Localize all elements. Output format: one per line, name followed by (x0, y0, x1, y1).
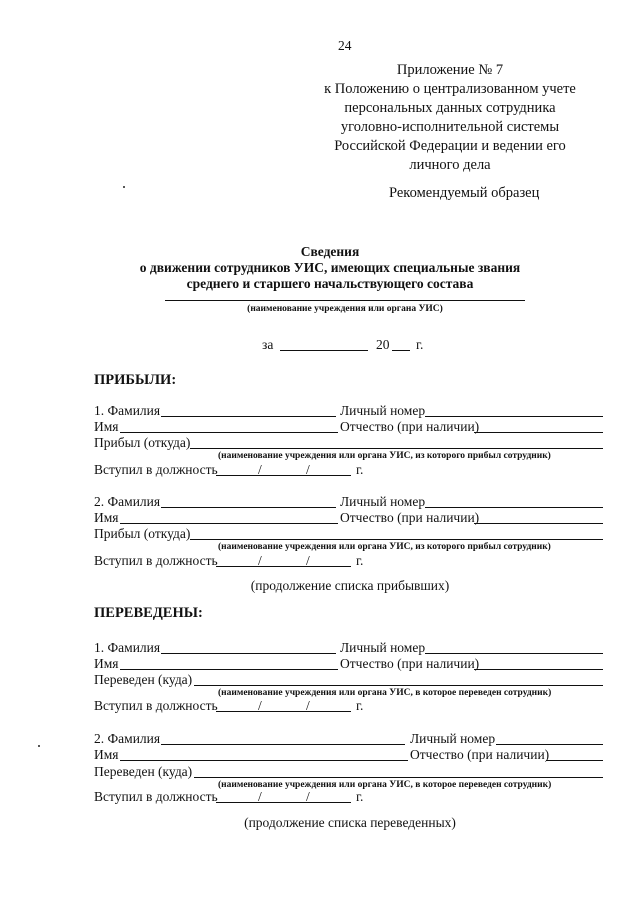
patronymic-field[interactable] (474, 432, 603, 433)
date-slash: / (258, 698, 262, 713)
appendix-line-4: Российской Федерации и ведении его (334, 138, 566, 154)
arrived-from-label: Прибыл (откуда) (94, 435, 191, 450)
personal-number-field[interactable] (425, 507, 603, 508)
position-label: Вступил в должность (94, 462, 218, 477)
surname-field[interactable] (161, 416, 336, 417)
scan-speck (38, 745, 40, 747)
appendix-line-2: персональных данных сотрудника (344, 100, 556, 116)
position-label: Вступил в должность (94, 789, 218, 804)
patronymic-label: Отчество (при наличии) (410, 747, 550, 762)
surname-label: 1. Фамилия (94, 403, 161, 418)
patronymic-label: Отчество (при наличии) (340, 656, 480, 671)
personal-number-field[interactable] (496, 744, 603, 745)
period-year: 20 (376, 337, 390, 352)
institution-caption: (наименование учреждения или органа УИС) (247, 304, 443, 314)
patronymic-field[interactable] (474, 523, 603, 524)
date-slash: / (306, 789, 310, 804)
period-prefix: за (262, 337, 274, 352)
transferred-continuation: (продолжение списка переведенных) (244, 815, 456, 830)
personal-number-field[interactable] (425, 416, 603, 417)
transferred-to-field[interactable] (194, 777, 603, 778)
period-field[interactable] (280, 350, 368, 351)
year-suffix: г. (356, 698, 364, 713)
patronymic-label: Отчество (при наличии) (340, 419, 480, 434)
date-slash: / (258, 462, 262, 477)
transferred-to-caption: (наименование учреждения или органа УИС, в которое переведен сотрудник) (218, 780, 552, 790)
personal-number-label: Личный номер (340, 640, 426, 655)
arrived-continuation: (продолжение списка прибывших) (250, 578, 450, 593)
period-year-field[interactable] (392, 350, 410, 351)
name-label: Имя (94, 419, 119, 434)
transferred-title: ПЕРЕВЕДЕНЫ: (94, 605, 203, 621)
arrived-from-caption: (наименование учреждения или органа УИС, из которого прибыл сотрудник) (218, 542, 551, 552)
name-field[interactable] (120, 523, 338, 524)
heading-line-2: о движении сотрудников УИС, имеющих специальные звания (139, 260, 521, 275)
appendix-line-5: личного дела (409, 157, 491, 173)
date-slash: / (258, 789, 262, 804)
year-suffix: г. (356, 462, 364, 477)
appendix-line-3: уголовно-исполнительной системы (340, 119, 560, 135)
name-field[interactable] (120, 432, 338, 433)
date-slash: / (306, 462, 310, 477)
personal-number-label: Личный номер (410, 731, 496, 746)
name-label: Имя (94, 747, 119, 762)
patronymic-field[interactable] (474, 669, 603, 670)
name-label: Имя (94, 656, 119, 671)
surname-field[interactable] (161, 507, 336, 508)
scan-speck (123, 186, 125, 188)
surname-field[interactable] (161, 653, 336, 654)
position-label: Вступил в должность (94, 553, 218, 568)
heading-line-1: Сведения (300, 244, 360, 259)
institution-field[interactable] (165, 300, 525, 301)
patronymic-field[interactable] (546, 760, 603, 761)
name-label: Имя (94, 510, 119, 525)
page-number: 24 (338, 38, 352, 53)
name-field[interactable] (120, 669, 338, 670)
arrived-from-field[interactable] (190, 539, 603, 540)
date-slash: / (306, 698, 310, 713)
personal-number-field[interactable] (425, 653, 603, 654)
surname-label: 2. Фамилия (94, 731, 161, 746)
sample-note: Рекомендуемый образец (389, 185, 540, 201)
position-label: Вступил в должность (94, 698, 218, 713)
arrived-from-caption: (наименование учреждения или органа УИС, из которого прибыл сотрудник) (218, 451, 551, 461)
personal-number-label: Личный номер (340, 403, 426, 418)
appendix-line-1: к Положению о централизованном учете (324, 81, 576, 97)
period-suffix: г. (416, 337, 424, 352)
arrived-title: ПРИБЫЛИ: (94, 372, 177, 388)
position-date-field[interactable] (216, 711, 351, 712)
position-date-field[interactable] (216, 566, 351, 567)
date-slash: / (258, 553, 262, 568)
transferred-to-field[interactable] (194, 685, 603, 686)
surname-label: 2. Фамилия (94, 494, 161, 509)
heading-line-3: среднего и старшего начальствующего состава (186, 276, 474, 291)
personal-number-label: Личный номер (340, 494, 426, 509)
transferred-to-caption: (наименование учреждения или органа УИС, в которое переведен сотрудник) (218, 688, 552, 698)
surname-field[interactable] (161, 744, 405, 745)
date-slash: / (306, 553, 310, 568)
year-suffix: г. (356, 789, 364, 804)
position-date-field[interactable] (216, 802, 351, 803)
appendix-title: Приложение № 7 (396, 62, 504, 78)
year-suffix: г. (356, 553, 364, 568)
transferred-to-label: Переведен (куда) (94, 672, 193, 687)
arrived-from-label: Прибыл (откуда) (94, 526, 191, 541)
position-date-field[interactable] (216, 475, 351, 476)
transferred-to-label: Переведен (куда) (94, 764, 193, 779)
patronymic-label: Отчество (при наличии) (340, 510, 480, 525)
arrived-from-field[interactable] (190, 448, 603, 449)
name-field[interactable] (120, 760, 408, 761)
surname-label: 1. Фамилия (94, 640, 161, 655)
